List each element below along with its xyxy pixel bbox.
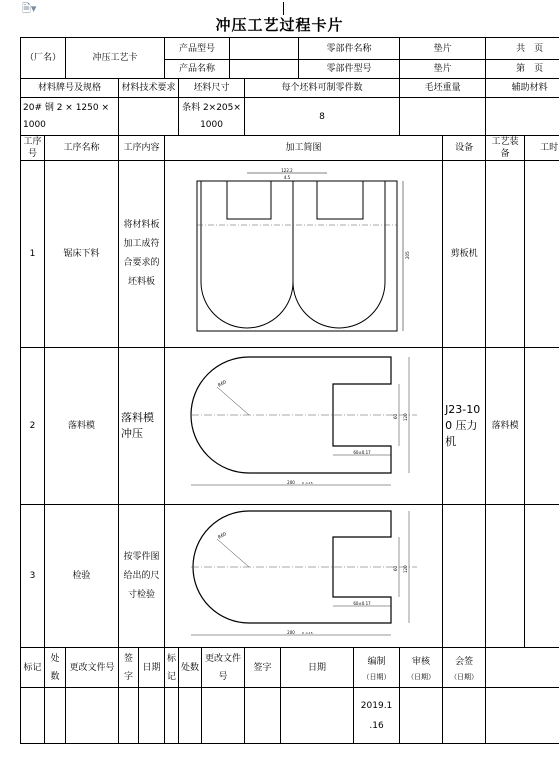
blank-weight-label: 毛坯重量: [400, 79, 486, 98]
table-row: [21, 161, 559, 348]
dim-top-sub: 4.5: [283, 175, 290, 180]
footer-sign: 签字: [119, 648, 139, 688]
step-man-hours: [525, 161, 559, 348]
dim-height-120: 120: [402, 413, 408, 421]
review-label: 审核: [412, 656, 431, 667]
material-grade-value: 20# 钢 2 × 1250 × 1000: [21, 98, 119, 136]
document-icon: 🗎▾: [22, 2, 37, 15]
footer-blank: [486, 648, 559, 688]
blank-layout-sketch: [187, 167, 421, 337]
part-model-value: 垫片: [400, 60, 486, 79]
review-value: [400, 688, 443, 744]
part-name-label: 零部件名称: [299, 38, 400, 60]
col-tooling: 工艺装备: [486, 136, 525, 161]
footer-change-doc-2: 更改文件号: [202, 648, 245, 688]
step-tooling: [486, 161, 525, 348]
dim-length-200: 200: [286, 480, 295, 485]
dim-top: 122.2: [280, 168, 293, 173]
countersign-date-label: （日期）: [450, 672, 479, 681]
col-step-no: 工序号: [21, 136, 45, 161]
material-grade-label: 材料牌号及规格: [21, 79, 119, 98]
parts-per-blank-value: 8: [245, 98, 400, 136]
sketch-cell: [165, 161, 443, 348]
footer-area-2: 处数: [179, 648, 202, 688]
sign-cell: [165, 688, 179, 744]
sign-cell: [119, 688, 139, 744]
footer-area: 处数: [45, 648, 66, 688]
factory-name: （厂名）: [21, 38, 66, 79]
blank-size-label: 坯料尺寸: [179, 79, 245, 98]
col-man-hours: 工时: [525, 136, 559, 161]
step-equipment: [443, 505, 486, 648]
dim-radius: R60: [217, 379, 228, 389]
step-name: 落料模: [45, 348, 119, 505]
sign-cell: [66, 688, 119, 744]
sign-cell: [281, 688, 354, 744]
parts-per-blank-label: 每个坯料可制零件数: [245, 79, 400, 98]
part-model-label: 零部件型号: [299, 60, 400, 79]
dim-length-200: 200: [286, 630, 295, 635]
inspection-sketch: [187, 505, 421, 643]
step-man-hours: [525, 348, 559, 505]
sign-cell: [245, 688, 281, 744]
step-tooling: 落料模: [486, 348, 525, 505]
footer-countersign: [443, 648, 486, 688]
blanking-sketch: [187, 349, 421, 499]
sketch-cell: [165, 505, 443, 648]
dim-height-60: 60: [392, 565, 398, 571]
product-name-label: 产品名称: [165, 60, 230, 79]
process-card-table: [20, 37, 559, 744]
sketch-cell: [165, 348, 443, 505]
material-tech-req-label: 材料技术要求: [119, 79, 179, 98]
page-number: 第 页: [486, 60, 559, 79]
dim-radius: R60: [217, 531, 228, 541]
step-equipment: J23-100 压力机: [443, 348, 486, 505]
footer-change-doc: 更改文件号: [66, 648, 119, 688]
step-no: 2: [21, 348, 45, 505]
footer-sign-2: 签字: [245, 648, 281, 688]
product-model-label: 产品型号: [165, 38, 230, 60]
dim-height-60: 60: [392, 413, 398, 419]
step-no: 3: [21, 505, 45, 648]
countersign-value: [443, 688, 486, 744]
dim-right: 205: [404, 251, 410, 259]
col-step-name: 工序名称: [45, 136, 119, 161]
col-step-content: 工序内容: [119, 136, 165, 161]
aux-material-value: [486, 98, 559, 136]
card-type: 冲压工艺卡: [66, 38, 165, 79]
sign-cell: [21, 688, 45, 744]
footer-review: [400, 648, 443, 688]
footer-mark-2: 标记: [165, 648, 179, 688]
blank-weight-value: [400, 98, 486, 136]
dim-width-60: 60±0.17: [352, 450, 371, 455]
product-name-value: [230, 60, 299, 79]
table-row: [21, 348, 559, 505]
col-equipment: 设备: [443, 136, 486, 161]
compile-label: 编制: [367, 656, 386, 667]
sign-cell: [202, 688, 245, 744]
compile-date-label: （日期）: [362, 672, 391, 681]
step-no: 1: [21, 161, 45, 348]
footer-date-2: 日期: [281, 648, 354, 688]
sign-cell: [179, 688, 202, 744]
sign-cell: [139, 688, 165, 744]
step-man-hours: [525, 505, 559, 648]
sign-cell: [45, 688, 66, 744]
page-title: 冲压工艺过程卡片: [215, 16, 344, 34]
step-tooling: [486, 505, 525, 648]
dim-length-tol: 0 -1.15: [301, 481, 313, 485]
blank-size-value: 条料 2×205× 1000: [179, 98, 245, 136]
table-row: [21, 505, 559, 648]
step-equipment: 剪板机: [443, 161, 486, 348]
compile-value: 2019.1 .16: [354, 688, 400, 744]
dim-length-tol: 0 -1.15: [301, 631, 313, 635]
step-content: 落料模冲压: [119, 348, 165, 505]
review-date-label: （日期）: [407, 672, 436, 681]
step-name: 锯床下料: [45, 161, 119, 348]
dim-height-120: 120: [402, 565, 408, 573]
countersign-label: 会签: [455, 656, 474, 667]
footer-mark: 标记: [21, 648, 45, 688]
dim-width-60: 60±0.17: [352, 601, 371, 606]
part-name-value: 垫片: [400, 38, 486, 60]
sign-cell: [486, 688, 559, 744]
aux-material-label: 辅助材料: [486, 79, 559, 98]
product-model-value: [230, 38, 299, 60]
col-sketch: 加工简图: [165, 136, 443, 161]
material-tech-req-value: [119, 98, 179, 136]
step-content: 将材料板加工成符合要求的坯料板: [119, 161, 165, 348]
step-content: 按零件图给出的尺寸检验: [119, 505, 165, 648]
step-name: 检验: [45, 505, 119, 648]
footer-date: 日期: [139, 648, 165, 688]
footer-compile: [354, 648, 400, 688]
total-pages: 共 页: [486, 38, 559, 60]
